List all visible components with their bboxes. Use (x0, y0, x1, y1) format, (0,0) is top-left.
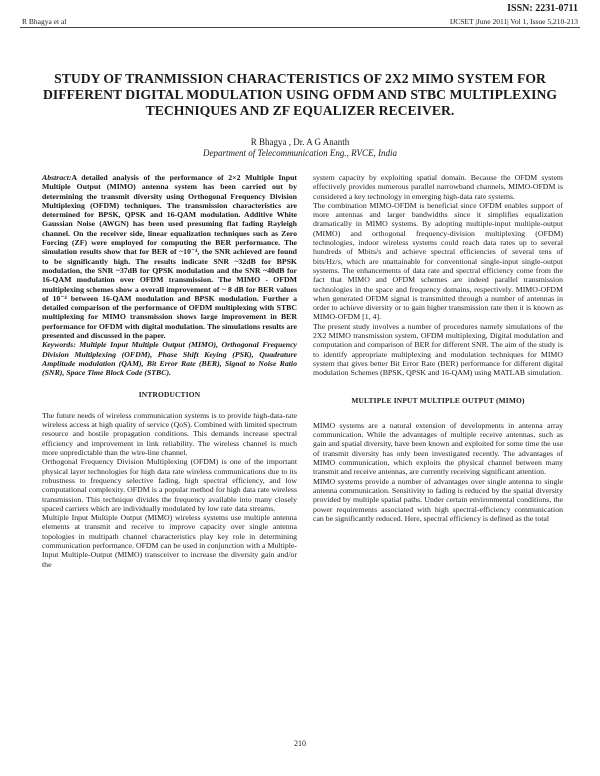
spacer (42, 399, 297, 411)
paper-title: STUDY OF TRANMISSION CHARACTERISTICS OF 2X2 MIMO SYSTEM FOR DIFFERENT DIGITAL MODULATION USING OFDM AND STBC MULTIPLEXING TECHNIQUES AND ZF EQUALIZER RECEIVER. (43, 71, 557, 119)
abstract-label: Abstract: (42, 173, 72, 182)
issn-label: ISSN: 2231-0711 (507, 3, 578, 14)
paper-affiliation: Department of Telecommunication Eng., RVCE, India (203, 148, 397, 158)
running-authors: R Bhagya et al (22, 17, 67, 26)
journal-info: IJCSET |June 2011| Vol 1, Issue 5,210-213 (449, 17, 578, 26)
spacer (313, 405, 563, 421)
spacer (42, 378, 297, 390)
body-paragraph: system capacity by exploiting spatial domain. Because the OFDM system effectively provides numerous parallel narrowband channels, MIMO-OFDM is considered a key technology in emerging high-data rate systems. (313, 173, 563, 201)
paper-authors: R Bhagya , Dr. A G Ananth (250, 137, 350, 147)
spacer (313, 378, 563, 396)
abstract-text: A detailed analysis of the performance of 2×2 Multiple Input Multiple Output (MIMO) antenna system has been carried out by determining the transmit diversity using Orthogonal Frequency Division Multiplexing (OFDM) techniques. The transmission characteristics are determined for BPSK, QPSK and 16-QAM modulation. Additive White Gaussian Noise (AWGN) has been used presuming flat fading Rayleigh channel. On the receiver side, linear equalization techniques such as Zero Forcing (ZF) were employed for computing the BER performance. The simulation results show that for BER of ~10⁻⁴, the SNR achieved are found to be significantly high. The results indicate SNR ~32dB for BPSK modulation, the SNR ~37dB for QPSK modulation and the SNR ~40dB for 16-QAM modulation over OFDM transmission. The MIMO - OFDM multiplexing schemes show a overall improvement of ~ 8 dB for BER values of 10⁻⁴ between 16-QAM modulation and BPSK modulation. Further a detailed comparison of the performance of OFDM multiplexing with STBC multiplexing for MIMO transmission shows large improvement in BER performance for OFDM with digital modulation. The simulations results are presented and discussed in the paper. (42, 173, 297, 341)
body-paragraph: The combination MIMO-OFDM is beneficial since OFDM enables support of more antennas and larger bandwidths since it simplifies equalization dramatically in MIMO systems. By adopting multiple-input multiple-output (MIMO) and orthogonal frequency-division multiplexing (OFDM) technologies, indoor wireless systems could reach data rates up to several hundreds of Mbits/s and achieve spectral efficiencies of several tens of bits/Hz/s, which are unattainable for conventional single-input single-output systems. The enhancements of data rate and spectral efficiency come from the fact that MIMO and OFDM schemes are indeed parallel transmission technologies in the space and frequency domains, respectively. MIMO-OFDM when generated OFDM signal is transmitted through a number of antennas in order to achieve diversity or to gain higher transmission rate then it is known as MIMO-OFDM [1, 4]. (313, 200, 563, 322)
intro-paragraph: The future needs of wireless communication systems is to provide high-data-rate wireless access at high quality of service (QoS). Combined with limited spectrum resource and hostile propagation conditions. This demands increase spectral efficiency and improvement in link reliability. The wireless channel is much more unpredictable than the wire-line channel. (42, 410, 297, 458)
body-paragraph: The present study involves a number of procedures namely simulations of the 2X2 MIMO transmission system, OFDM multiplexing, Digital modulation and computation and comparison of BER for different SNR. The aim of the study is to identify appropriate multiplexing and modulation techniques for MIMO system that gives better Bit Error Rate (BER) performance for different digital modulation Schemes (BPSK, QPSK and 16-QAM) using MATLAB simulation. (313, 321, 563, 378)
mimo-paragraph: MIMO systems are a natural extension of developments in antenna array communication. While the advantages of multiple receive antennas, such as gain and spatial diversity, have been known and exploited for some time the use of transmit diversity has only been investigated recently. The advantages of MIMO communication, which exploits the physical channel between many transmit and receive antennas, are currently receiving significant attention. (313, 420, 563, 477)
keywords: Keywords: Multiple Input Multiple Output (MIMO), Orthogonal Frequency Division Multiplexing (OFDM), Phase Shift Keying (PSK), Quadrature Amplitude modulation (QAM), Bit Error Rate (BER), Signal to Noise Ratio (SNR), Space Time Block Code (STBC). (42, 340, 297, 378)
intro-paragraph: Multiple Input Multiple Output (MIMO) wireless systems use multiple antenna elements at transmit and receive to improve capacity over single antenna topologies in multipath channel characteristics play key role in determining communication performance. OFDM can be used in conjunction with a Multiple-Input Multiple-Output (MIMO) transceiver to increase the diversity gain and/or the (42, 513, 297, 569)
page-number: 210 (294, 739, 306, 748)
mimo-heading: MULTIPLE INPUT MULTIPLE OUTPUT (MIMO) (351, 395, 525, 405)
intro-paragraph: Orthogonal Frequency Division Multiplexing (OFDM) is one of the important physical layer technologies for high data rate wireless communications due to its robustness to frequency selective fading, high spectral efficiency, and low computational complexity. OFDM is a popular method for high data rate wireless transmission. This technique divides the frequency available into many closely spaced carriers which are individually modulated by low rate data streams. (42, 457, 297, 513)
mimo-paragraph: MIMO systems provide a number of advantages over single antenna to single antenna communication. Sensitivity to fading is reduced by the spatial diversity provided by multiple spatial paths. Under certain environmental conditions, the power requirements associated with high spectral-efficiency communication can be significantly reduced. Here, spectral efficiency is defined as the total (313, 476, 563, 523)
abstract (42, 173, 297, 340)
header-rule (20, 27, 580, 28)
introduction-heading: INTRODUCTION (138, 389, 201, 399)
left-column (42, 173, 297, 569)
right-column (313, 173, 563, 523)
